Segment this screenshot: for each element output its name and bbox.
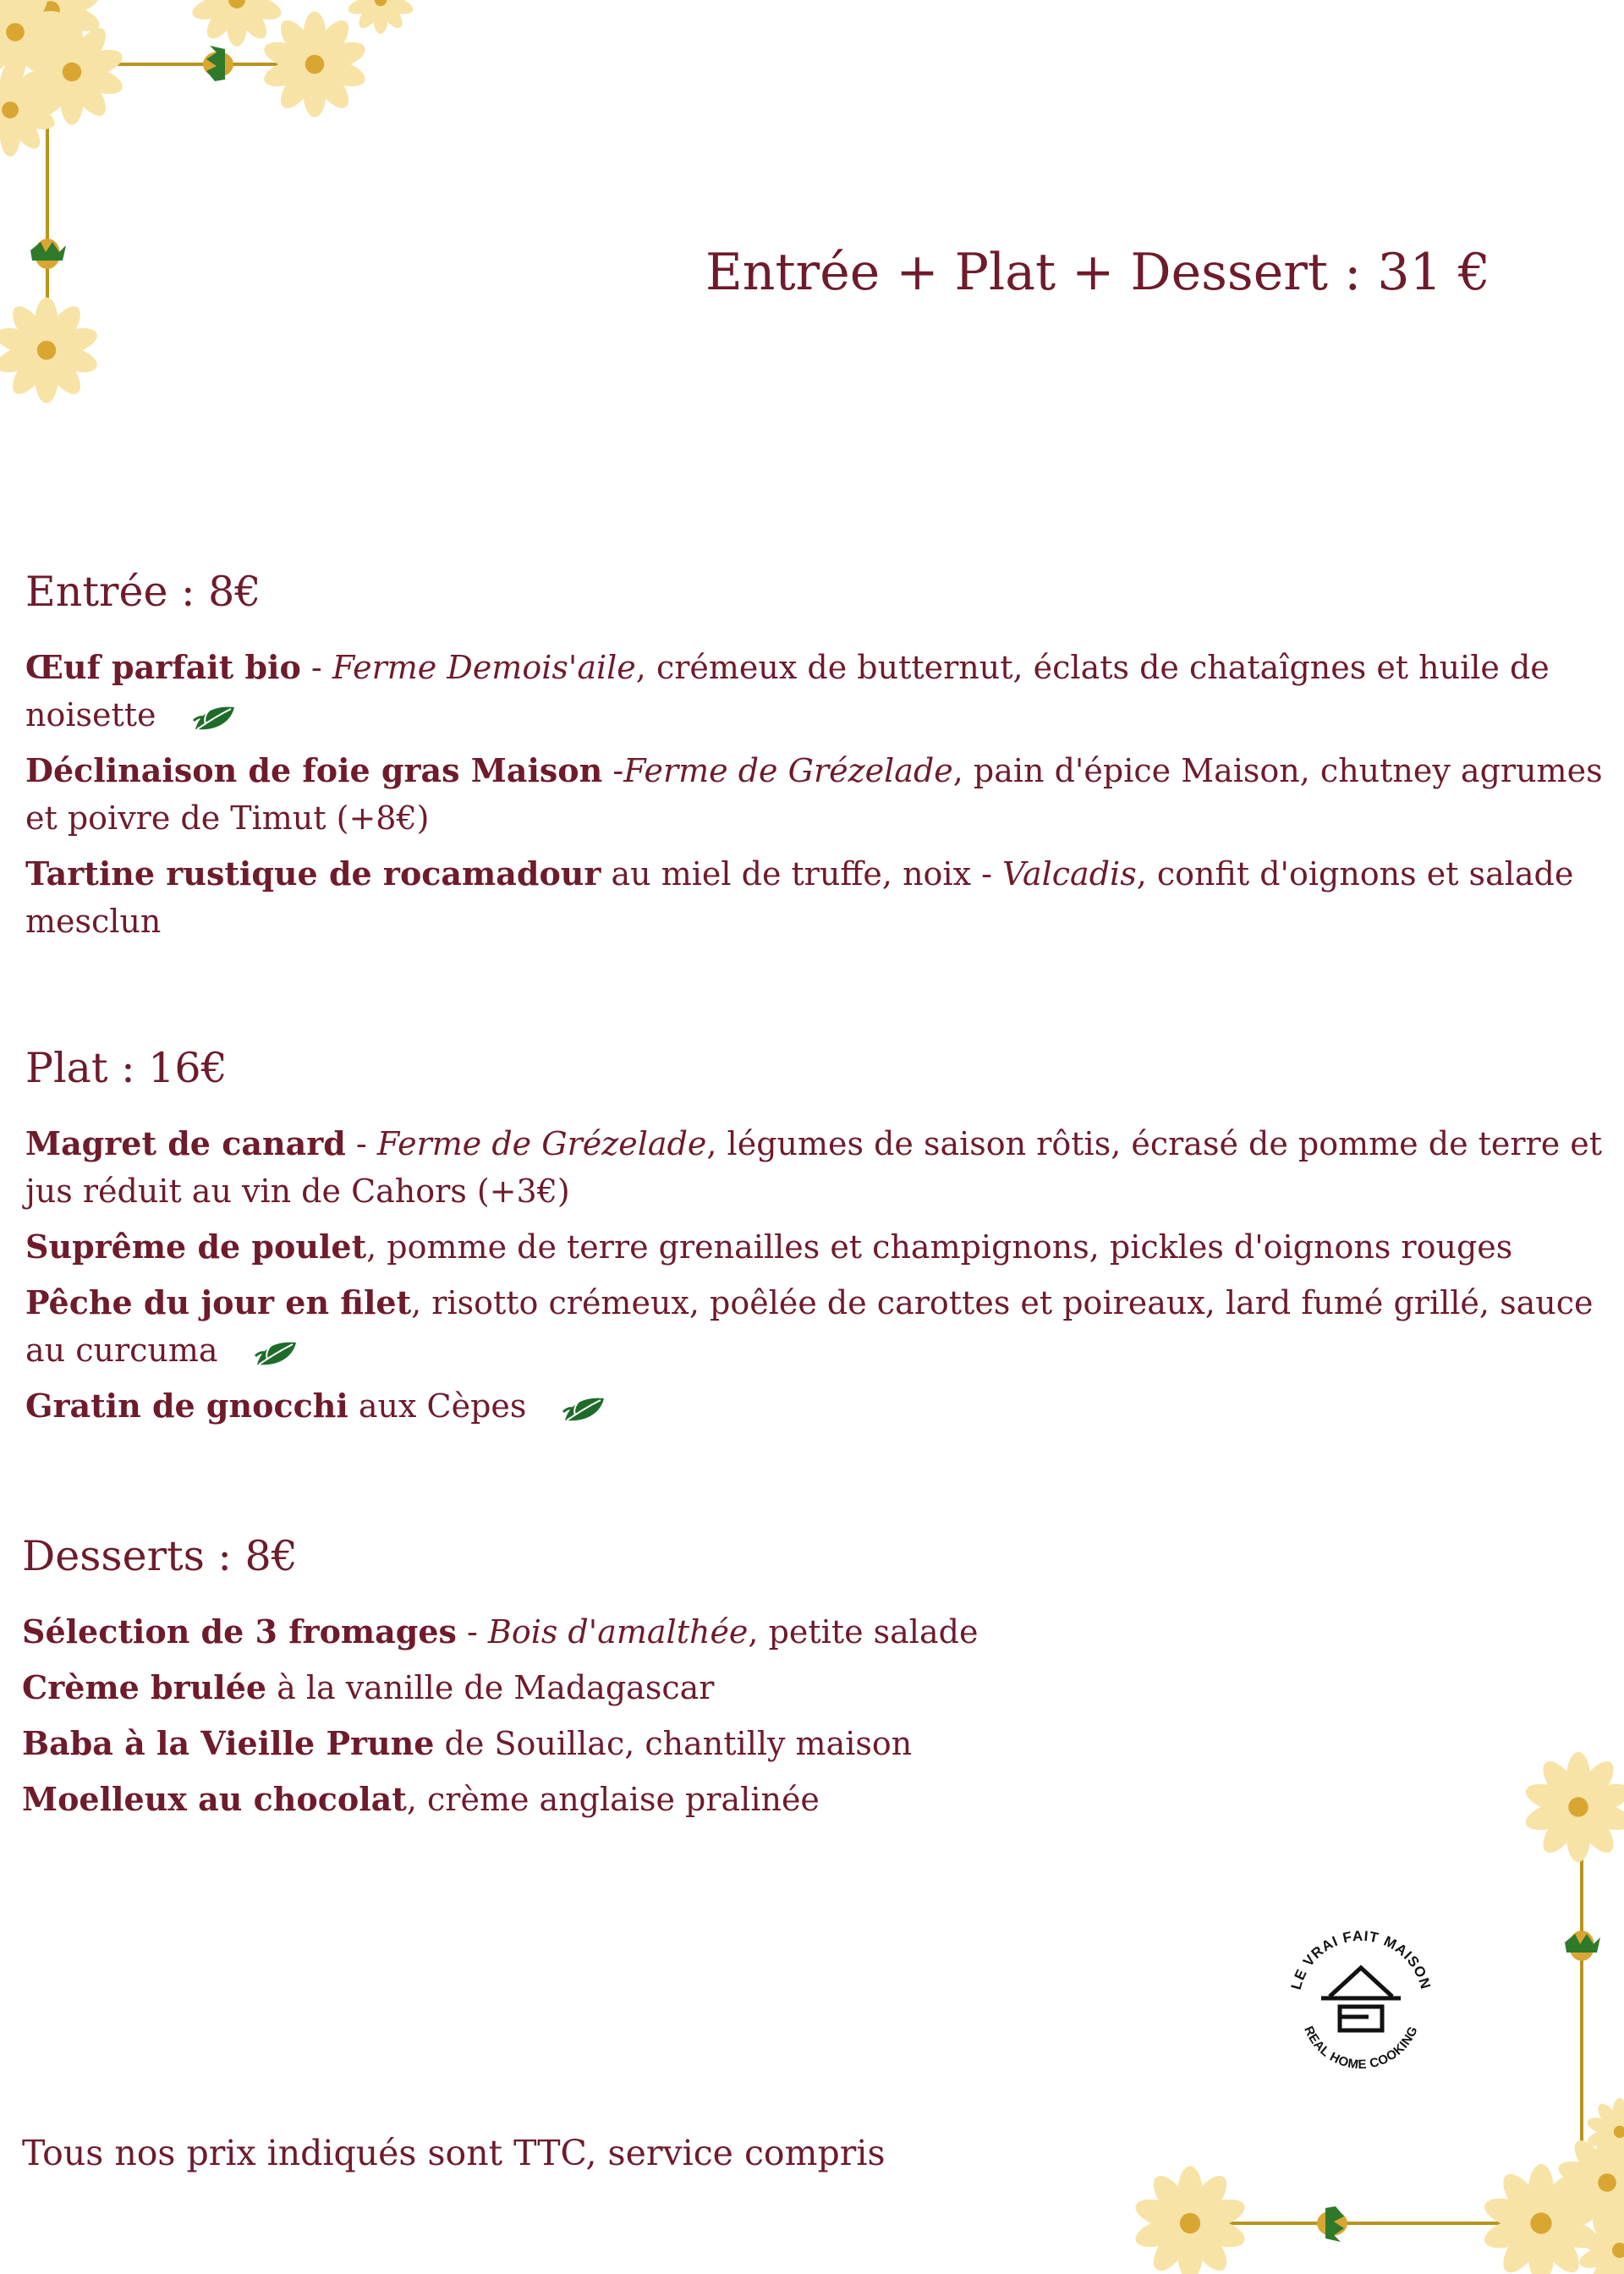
producer-name: Ferme Demois'aile xyxy=(332,649,636,686)
section-heading: Desserts : 8€ xyxy=(22,1532,298,1580)
dish-description: , petite salade xyxy=(748,1613,979,1651)
dish-description: de Souillac, chantilly maison xyxy=(434,1725,913,1762)
dish-name: Déclinaison de foie gras Maison xyxy=(25,751,603,789)
menu-item xyxy=(22,1720,1612,1767)
dish-name: Sélection de 3 fromages xyxy=(22,1612,457,1651)
section-heading: Entrée : 8€ xyxy=(25,568,261,616)
dish-name: Pêche du jour en filet xyxy=(25,1283,412,1321)
dish-description: , pain d'épice Maison, chutney agrumes et poivre de Timut (+8€) xyxy=(25,752,1603,837)
dish-name: Gratin de gnocchi xyxy=(25,1387,348,1425)
dish-name: Crème brulée xyxy=(22,1668,267,1706)
dish-description: , crème anglaise pralinée xyxy=(406,1781,820,1818)
dish-name: Suprême de poulet xyxy=(25,1228,367,1266)
menu-item xyxy=(25,1279,1616,1374)
dish-separator: au miel de truffe, noix - xyxy=(601,855,1003,893)
dish-separator: - xyxy=(456,1613,488,1651)
menu-item xyxy=(22,1608,1612,1656)
producer-name: Valcadis xyxy=(1002,855,1137,893)
dish-description: , risotto crémeux, poêlée de carottes et poireaux, lard fumé grillé, sauce au curcuma xyxy=(25,1284,1594,1369)
dish-separator: - xyxy=(602,752,624,789)
dish-name: Baba à la Vieille Prune xyxy=(22,1724,435,1762)
top-left-flowers xyxy=(0,0,415,404)
dish-description: , pomme de terre grenailles et champignons, pickles d'oignons rouges xyxy=(366,1228,1513,1266)
section-plat xyxy=(25,1039,1616,1438)
menu-title: Entrée + Plat + Dessert : 31 € xyxy=(705,243,1490,302)
menu-item xyxy=(22,1776,1612,1823)
fait-maison-logo xyxy=(1276,1914,1446,2084)
menu-item xyxy=(25,1223,1616,1271)
dish-description: à la vanille de Madagascar xyxy=(266,1669,715,1706)
menu-item xyxy=(25,850,1616,945)
section-desserts xyxy=(22,1527,1612,1832)
dish-name: Œuf parfait bio xyxy=(25,648,301,686)
dish-description: , légumes de saison rôtis, écrasé de pomme de terre et jus réduit au vin de Cahors (+3€) xyxy=(25,1125,1603,1210)
dish-description: aux Cèpes xyxy=(348,1387,527,1425)
producer-name: Ferme de Grézelade xyxy=(623,752,953,789)
producer-name: Bois d'amalthée xyxy=(487,1613,749,1651)
menu-item xyxy=(22,1664,1612,1711)
leaf-icon xyxy=(562,1395,606,1424)
section-heading: Plat : 16€ xyxy=(25,1044,228,1092)
menu-item xyxy=(25,1382,1616,1430)
logo-top-text: LE VRAI FAIT MAISON xyxy=(1287,1927,1435,1991)
dish-description: , crémeux de butternut, éclats de chataîgnes et huile de noisette xyxy=(25,649,1550,733)
dish-description: , confit d'oignons et salade mesclun xyxy=(25,855,1574,940)
dish-name: Tartine rustique de rocamadour xyxy=(25,854,601,893)
leaf-icon xyxy=(192,704,236,733)
dish-name: Moelleux au chocolat xyxy=(22,1780,407,1818)
dish-separator: - xyxy=(300,649,332,686)
menu-item xyxy=(25,747,1616,842)
logo-bottom-text: REAL HOME COOKING xyxy=(1301,2024,1421,2073)
dish-name: Magret de canard xyxy=(25,1124,346,1162)
menu-item xyxy=(25,1120,1616,1215)
producer-name: Ferme de Grézelade xyxy=(376,1125,707,1162)
dish-separator: - xyxy=(345,1125,377,1162)
section-entree xyxy=(25,563,1616,953)
leaf-icon xyxy=(254,1339,298,1368)
menu-item xyxy=(25,644,1616,739)
price-footnote: Tous nos prix indiqués sont TTC, service compris xyxy=(22,2133,886,2173)
